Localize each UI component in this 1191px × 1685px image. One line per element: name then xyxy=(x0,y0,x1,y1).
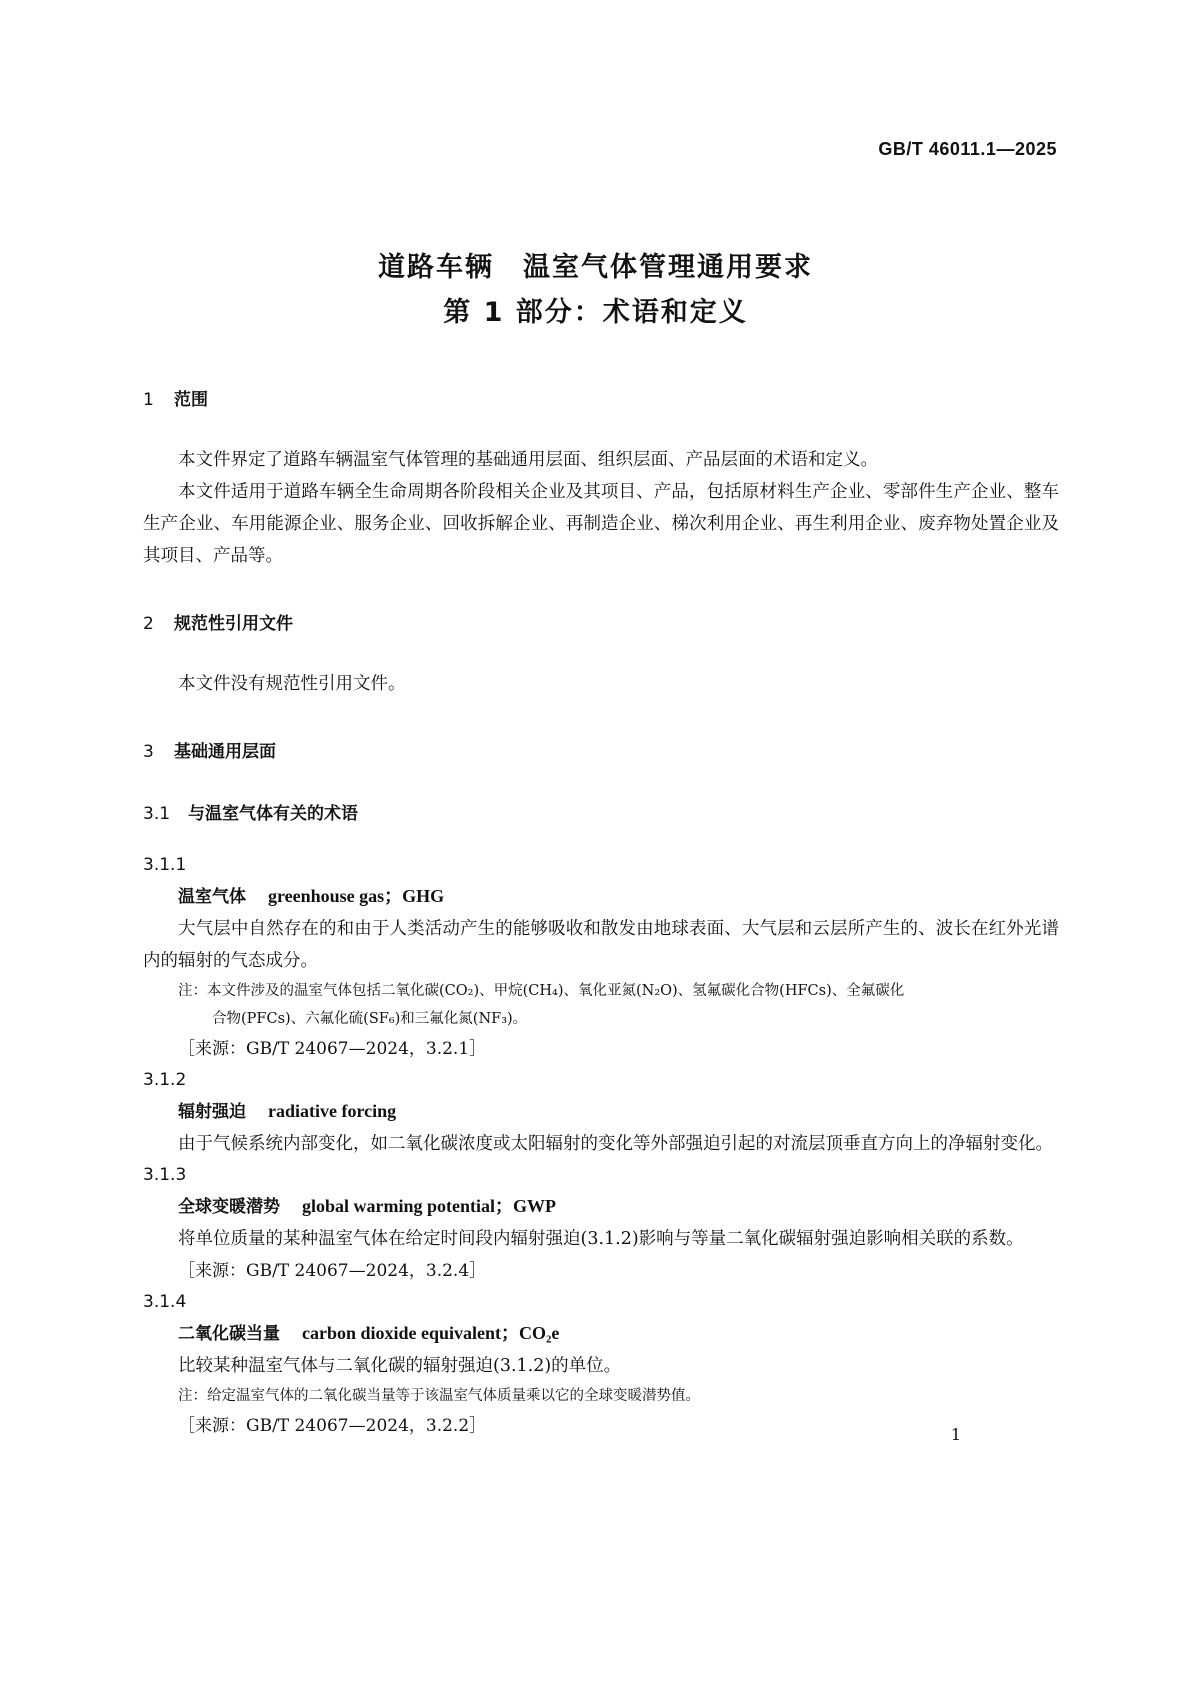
subsection-heading xyxy=(143,799,1059,824)
section-number: 2 xyxy=(143,614,154,634)
paragraph: 本文件界定了道路车辆温室气体管理的基础通用层面、组织层面、产品层面的术语和定义。 xyxy=(178,450,878,470)
note-line: 注：本文件涉及的温室气体包括二氧化碳(CO₂)、甲烷(CH₄)、氧化亚氮(N₂O)、氢氟碳化合物(HFCs)、全氟碳化 xyxy=(178,983,905,999)
term-number: 3.1.1 xyxy=(143,855,187,875)
section-heading-scope xyxy=(143,385,1059,410)
term-zh: 全球变暖潜势 xyxy=(178,1197,280,1217)
term-title xyxy=(143,880,1059,913)
term-number: 3.1.3 xyxy=(143,1165,187,1185)
term-title xyxy=(143,1095,1059,1128)
term-en: carbon dioxide equivalent；CO₂e xyxy=(302,1323,560,1343)
page-number: 1 xyxy=(950,1425,961,1444)
document-title-line1: 道路车辆 温室气体管理通用要求 xyxy=(378,252,813,283)
term-definition: 由于气候系统内部变化，如二氧化碳浓度或太阳辐射的变化等外部强迫引起的对流层顶垂直方向上的净辐射变化。 xyxy=(178,1134,1053,1154)
term-source: ［来源：GB/T 24067—2024，3.2.4］ xyxy=(178,1261,487,1281)
term-zh: 二氧化碳当量 xyxy=(178,1324,280,1344)
note-line: 合物(PFCs)、六氟化硫(SF₆)和三氟化氮(NF₃)。 xyxy=(212,1011,528,1027)
term-note xyxy=(143,1382,1059,1410)
section-heading-normative-refs xyxy=(143,609,1059,634)
section-number: 3 xyxy=(143,742,154,762)
subsection-title: 与温室气体有关的术语 xyxy=(188,804,358,824)
section-title: 规范性引用文件 xyxy=(174,614,293,634)
document-body xyxy=(143,385,1059,1442)
paragraph: 本文件没有规范性引用文件。 xyxy=(178,674,406,694)
term-source: ［来源：GB/T 24067—2024，3.2.2］ xyxy=(178,1416,487,1436)
term-definition: 将单位质量的某种温室气体在给定时间段内辐射强迫(3.1.2)影响与等量二氧化碳辐射强迫影响相关联的系数。 xyxy=(178,1229,1024,1249)
term-definition: 比较某种温室气体与二氧化碳的辐射强迫(3.1.2)的单位。 xyxy=(178,1356,622,1376)
standard-code: GB/T 46011.1—2025 xyxy=(878,139,1057,159)
term-title xyxy=(143,1317,1059,1350)
section-title: 范围 xyxy=(174,390,208,410)
section-heading-general xyxy=(143,737,1059,762)
term-en: greenhouse gas；GHG xyxy=(268,886,445,906)
term-definition: 大气层中自然存在的和由于人类活动产生的能够吸收和散发由地球表面、大气层和云层所产生的、波长在红外光谱内的辐射的气态成分。 xyxy=(143,919,1059,971)
paragraph: 本文件适用于道路车辆全生命周期各阶段相关企业及其项目、产品，包括原材料生产企业、零部件生产企业、整车生产企业、车用能源企业、服务企业、回收拆解企业、再制造企业、梯次利用企业、再生利用企业、废弃物处置企业及其项目、产品等。 xyxy=(143,482,1059,566)
term-note xyxy=(143,977,1059,1033)
term-en: radiative forcing xyxy=(268,1101,397,1121)
term-number: 3.1.4 xyxy=(143,1292,187,1312)
term-zh: 温室气体 xyxy=(178,887,246,907)
section-title: 基础通用层面 xyxy=(174,742,276,762)
term-title xyxy=(143,1190,1059,1223)
document-title-line2: 第 1 部分：术语和定义 xyxy=(443,297,748,328)
section-number: 1 xyxy=(143,390,154,410)
subsection-number: 3.1 xyxy=(143,804,171,824)
term-en: global warming potential；GWP xyxy=(302,1196,557,1216)
term-zh: 辐射强迫 xyxy=(178,1102,246,1122)
note-line: 注：给定温室气体的二氧化碳当量等于该温室气体质量乘以它的全球变暖潜势值。 xyxy=(178,1388,700,1404)
term-source: ［来源：GB/T 24067—2024，3.2.1］ xyxy=(178,1039,487,1059)
term-number: 3.1.2 xyxy=(143,1070,187,1090)
